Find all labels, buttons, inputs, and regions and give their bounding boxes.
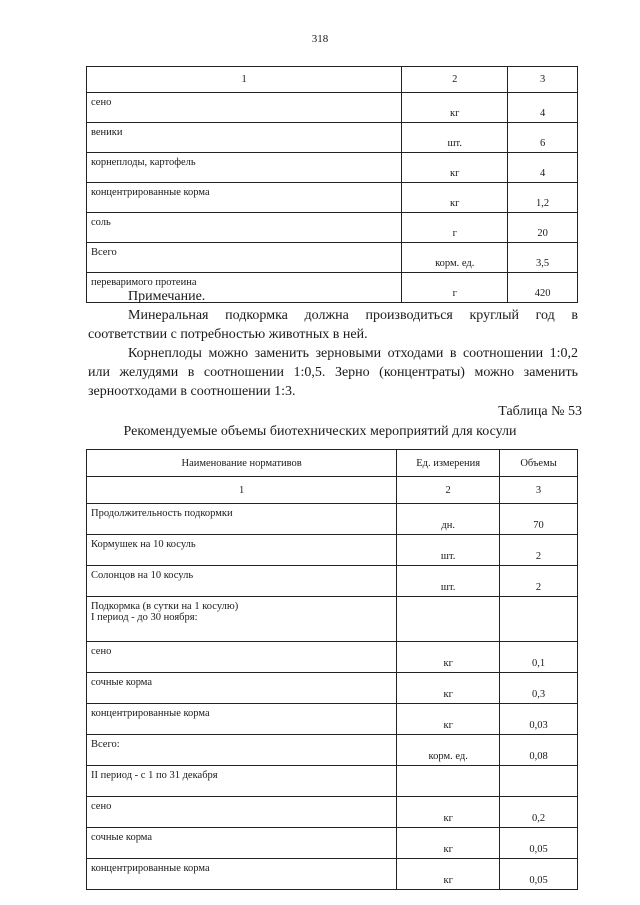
row-name: II период - с 1 по 31 декабря: [87, 766, 397, 797]
page-number: 318: [311, 33, 329, 45]
table-number-row: [87, 477, 578, 504]
row-unit: г: [402, 213, 508, 243]
table-row: [87, 735, 578, 766]
row-unit: шт.: [397, 566, 500, 597]
row-name: Солонцов на 10 косуль: [87, 566, 397, 597]
row-unit: г: [402, 273, 508, 303]
table-row: [87, 183, 578, 213]
row-value: 0,08: [500, 735, 578, 766]
column-header-unit: Ед. измерения: [397, 450, 500, 477]
row-unit: кг: [397, 704, 500, 735]
row-value: 2: [500, 535, 578, 566]
row-unit: [397, 597, 500, 642]
table-row: [87, 93, 578, 123]
row-unit: кг: [402, 183, 508, 213]
table-row: [87, 535, 578, 566]
row-name: переваримого протеина: [87, 273, 402, 303]
row-value: 0,05: [500, 859, 578, 890]
row-value: 0,1: [500, 642, 578, 673]
notes-section: [88, 287, 578, 401]
row-value: 0,05: [500, 828, 578, 859]
row-value: [500, 766, 578, 797]
row-name-line-2: I период - до 30 ноября:: [91, 612, 198, 623]
row-value: 4: [508, 93, 578, 123]
row-value: 420: [508, 273, 578, 303]
column-number-1: 1: [87, 67, 402, 93]
row-unit: дн.: [397, 504, 500, 535]
row-unit: корм. ед.: [402, 243, 508, 273]
row-name-line-1: Подкормка (в сутки на 1 косулю): [91, 601, 239, 612]
row-value: 1,2: [508, 183, 578, 213]
table-title: Рекомендуемые объемы биотехнических мероприятий для косули: [123, 424, 517, 439]
row-value: 3,5: [508, 243, 578, 273]
row-unit: кг: [397, 828, 500, 859]
row-name: Всего:: [87, 735, 397, 766]
notes-paragraph-1: Минеральная подкормка должна производиться круглый год в соответствии с потребностью животных в ней.: [88, 308, 578, 342]
table-row: [87, 797, 578, 828]
table-row: [87, 704, 578, 735]
row-name: сочные корма: [87, 828, 397, 859]
row-name: сено: [87, 93, 402, 123]
table-row: [87, 243, 578, 273]
row-name: веники: [87, 123, 402, 153]
column-number-2: 2: [402, 67, 508, 93]
row-value: 70: [500, 504, 578, 535]
column-number-3: 3: [508, 67, 578, 93]
table-row: [87, 766, 578, 797]
row-name: Кормушек на 10 косуль: [87, 535, 397, 566]
table-row: [87, 828, 578, 859]
row-value: 4: [508, 153, 578, 183]
row-unit: кг: [402, 93, 508, 123]
row-name: Продолжительность подкормки: [87, 504, 397, 535]
column-header-volume: Объемы: [500, 450, 578, 477]
table-header-row: [87, 450, 578, 477]
row-unit: шт.: [397, 535, 500, 566]
row-unit: кг: [402, 153, 508, 183]
column-header-name: Наименование нормативов: [87, 450, 397, 477]
row-unit: кг: [397, 673, 500, 704]
table-row: [87, 859, 578, 890]
row-value: 0,03: [500, 704, 578, 735]
row-name: [87, 597, 397, 642]
table-row: [87, 597, 578, 642]
row-name: корнеплоды, картофель: [87, 153, 402, 183]
table-row: [87, 566, 578, 597]
row-unit: кг: [397, 859, 500, 890]
row-unit: кг: [397, 797, 500, 828]
column-number-1: 1: [87, 477, 397, 504]
table-number: Таблица № 53: [498, 404, 582, 419]
row-unit: [397, 766, 500, 797]
row-name: концентрированные корма: [87, 859, 397, 890]
row-name: сено: [87, 642, 397, 673]
row-value: 0,3: [500, 673, 578, 704]
column-number-2: 2: [397, 477, 500, 504]
table-row: [87, 213, 578, 243]
row-unit: кг: [397, 642, 500, 673]
row-name: сено: [87, 797, 397, 828]
row-value: 6: [508, 123, 578, 153]
table-row: [87, 673, 578, 704]
table-row: [87, 642, 578, 673]
row-name: концентрированные корма: [87, 704, 397, 735]
row-name: сочные корма: [87, 673, 397, 704]
row-value: 20: [508, 213, 578, 243]
row-value: 2: [500, 566, 578, 597]
column-number-3: 3: [500, 477, 578, 504]
table-feed-norms: [86, 66, 578, 303]
row-name: Всего: [87, 243, 402, 273]
table-header-row: [87, 67, 578, 93]
row-name: концентрированные корма: [87, 183, 402, 213]
table-roe-deer-measures: [86, 449, 578, 890]
table-row: [87, 504, 578, 535]
row-unit: корм. ед.: [397, 735, 500, 766]
row-unit: шт.: [402, 123, 508, 153]
row-value: 0,2: [500, 797, 578, 828]
table-row: [87, 153, 578, 183]
row-value: [500, 597, 578, 642]
row-name: соль: [87, 213, 402, 243]
notes-heading: Примечание.: [128, 289, 206, 304]
notes-paragraph-2: Корнеплоды можно заменить зерновыми отходами в соотношении 1:0,2 или желудями в соотношении 1:0,5. Зерно (концентраты) можно заменить зерноотходами в соотношении 1:3.: [88, 346, 578, 399]
table-row: [87, 123, 578, 153]
